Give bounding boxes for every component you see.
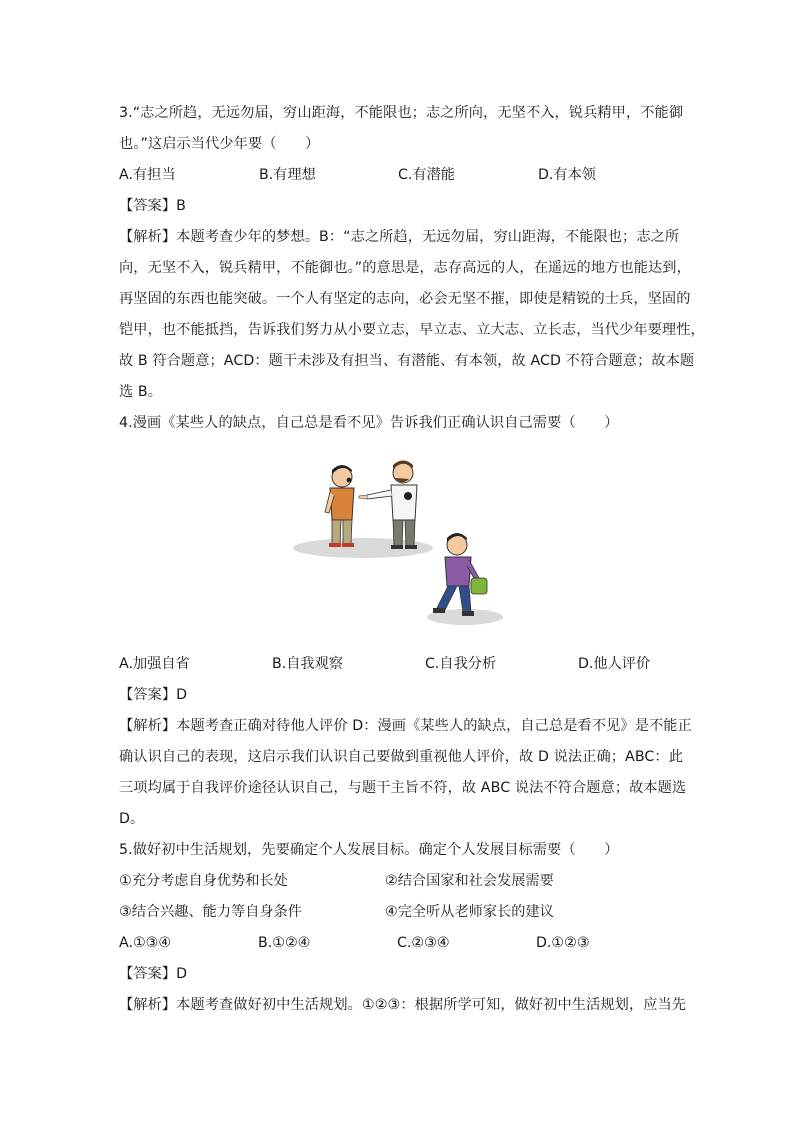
q5-analysis-line-1: 【解析】本题考查做好初中生活规划。①②③：根据所学可知，做好初中生活规划，应当先 [119, 997, 687, 1013]
q4-option-a: A.加强自省 [119, 656, 190, 672]
q3-answer: 【答案】B [119, 198, 186, 214]
q5-stem: 5.做好初中生活规划，先要确定个人发展目标。确定个人发展目标需要（ ） [119, 842, 619, 858]
q5-option-a: A.①③④ [119, 935, 172, 951]
q5-item-4: ④完全听从老师家长的建议 [385, 904, 554, 920]
q3-analysis-line-2: 向，无坚不入，锐兵精甲，不能御也。”的意思是，志存高远的人，在遥远的地方也能达到， [119, 260, 691, 276]
q5-option-d: D.①②③ [536, 935, 590, 951]
q4-option-c: C.自我分析 [425, 656, 497, 672]
q3-stem-line-1: 3.“志之所趋，无远勿届，穷山距海，不能限也；志之所向，无坚不入，锐兵精甲，不能御 [119, 105, 684, 121]
q5-item-2: ②结合国家和社会发展需要 [385, 873, 554, 889]
q3-analysis-line-6: 选 B。 [119, 384, 163, 400]
q4-analysis-line-1: 【解析】本题考查正确对待他人评价 D：漫画《某些人的缺点，自己总是看不见》是不能正 [119, 718, 692, 734]
q4-option-b: B.自我观察 [272, 656, 343, 672]
q3-option-b: B.有理想 [259, 167, 316, 183]
q5-item-1: ①充分考虑自身优势和长处 [119, 873, 288, 889]
cartoon-illustration [285, 450, 515, 635]
q3-option-a: A.有担当 [119, 167, 176, 183]
q4-analysis-line-3: 三项均属于自我评价途径认识自己，与题干主旨不符，故 ABC 说法不符合题意；故本题选 [119, 780, 687, 796]
q3-analysis-line-1: 【解析】本题考查少年的梦想。B：“志之所趋，无远勿届，穷山距海，不能限也；志之所 [119, 229, 680, 245]
q5-answer: 【答案】D [119, 966, 188, 982]
q4-analysis-line-4: D。 [119, 811, 145, 827]
q5-item-3: ③结合兴趣、能力等自身条件 [119, 904, 302, 920]
q5-option-c: C.②③④ [397, 935, 450, 951]
q4-stem: 4.漫画《某些人的缺点，自己总是看不见》告诉我们正确认识自己需要（ ） [119, 415, 619, 431]
q3-analysis-line-5: 故 B 符合题意；ACD：题干未涉及有担当、有潜能、有本领，故 ACD 不符合题意；故本题 [119, 353, 695, 369]
cartoon-svg [285, 450, 515, 635]
man-pointing [359, 461, 417, 550]
green-bag [471, 578, 487, 594]
q3-analysis-line-3: 再坚固的东西也能突破。一个人有坚定的志向，必会无坚不摧，即使是精锐的士兵，坚固的 [119, 291, 691, 307]
q3-option-c: C.有潜能 [398, 167, 455, 183]
shirt-stain [404, 492, 412, 500]
q3-analysis-line-4: 铠甲，也不能抵挡，告诉我们努力从小要立志，早立志、立大志、立长志，当代少年要理性， [119, 322, 705, 338]
q4-option-d: D.他人评价 [578, 656, 651, 672]
q4-analysis-line-2: 确认识自己的表现，这启示我们认识自己要做到重视他人评价，故 D 说法正确；ABC：此 [119, 749, 683, 765]
man-walking [433, 533, 487, 616]
man-orange-shirt [325, 465, 354, 547]
q5-option-b: B.①②④ [258, 935, 311, 951]
q3-stem-line-2: 也。”这启示当代少年要（ ） [119, 136, 320, 152]
q4-answer: 【答案】D [119, 687, 188, 703]
q3-option-d: D.有本领 [538, 167, 596, 183]
